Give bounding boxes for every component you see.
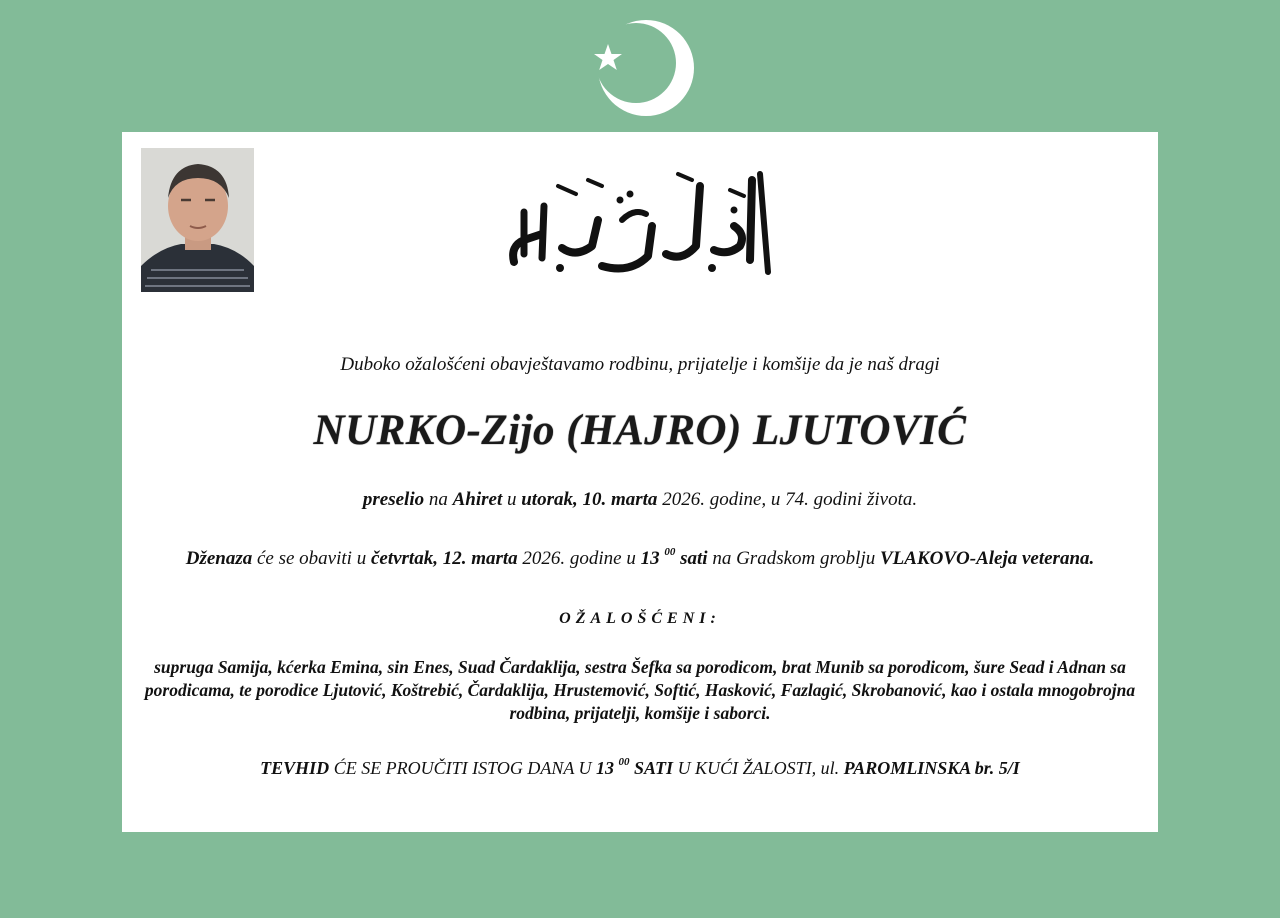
mourners-list: supruga Samija, kćerka Emina, sin Enes, Suad Čardaklija, sestra Šefka sa porodicom, brat Munib sa porodicom, šure Sead i Adnan sa porodicama, te porodice Ljutović, Koštrebić, Čardaklija, Hrustemović, Softić, Hasković, Fazlagić, Skrobanović, kao i ostala mnogobrojna rodbina, prijatelji, komšije i saborci. [144,657,1136,723]
deceased-name: NURKO-Zijo (HAJRO) LJUTOVIĆ [313,407,967,454]
portrait-photo [141,148,254,292]
arabic-calligraphy [502,150,782,290]
passing-date-text: preselio na Ahiret u utorak, 10. marta 2026. godine, u 74. godini života. [362,489,918,510]
funeral-info-text: Dženaza će se obaviti u četvrtak, 12. marta 2026. godine u 13 $^{00}$ sati na Gradskom groblju VLAKOVO-Aleja veterana. [185,545,1095,569]
tevhid-info-text: TEVHID ĆE SE PROUČITI ISTOG DANA U 13 $^{00}$ SATI U KUĆI ŽALOSTI, ul. PAROMLINSKA br. 5/I [260,756,1020,778]
obituary-card [122,132,1158,832]
crescent-star-icon [588,18,698,122]
intro-text: Duboko ožalošćeni obavještavamo rodbinu, prijatelje i komšije da je naš dragi [340,354,940,375]
mourners-heading: OŽALOŠĆENI: [559,610,721,627]
